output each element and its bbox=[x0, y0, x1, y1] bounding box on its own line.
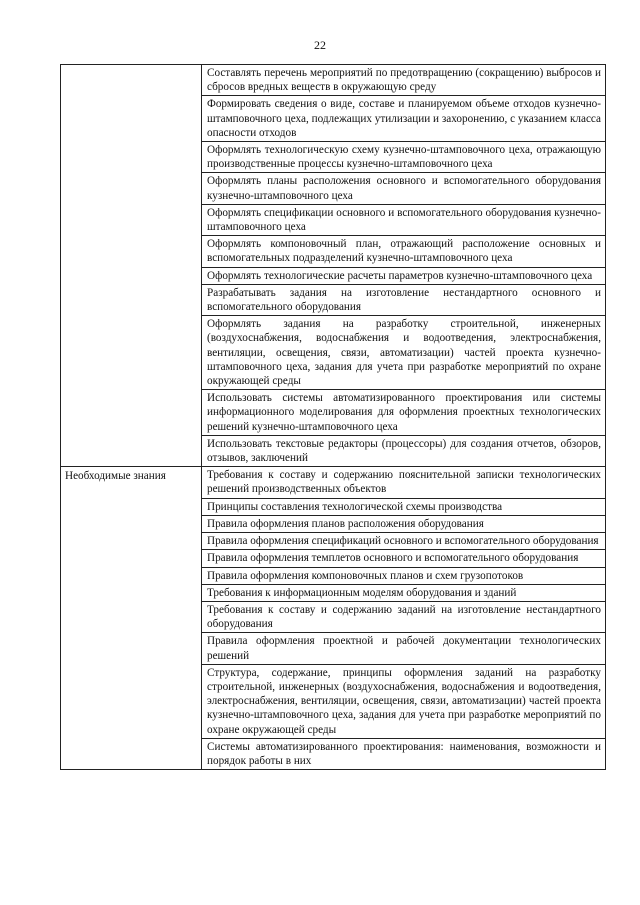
list-item: Использовать системы автоматизированного проектирования или системы информационного моделирования для оформления проектных технологических решений кузнечно-штамповочного цеха bbox=[202, 390, 605, 436]
list-item: Составлять перечень мероприятий по предотвращению (сокращению) выбросов и сбросов вредных веществ в окружающую среду bbox=[202, 65, 605, 96]
page-number: 22 bbox=[314, 38, 326, 52]
list-item: Оформлять планы расположения основного и вспомогательного оборудования кузнечно-штамповочного цеха bbox=[202, 173, 605, 204]
list-item: Правила оформления темплетов основного и вспомогательного оборудования bbox=[202, 550, 605, 567]
list-item: Формировать сведения о виде, составе и планируемом объеме отходов кузнечно-штамповочного цеха, подлежащих утилизации и захоронению, с указанием класса опасности отходов bbox=[202, 96, 605, 142]
section-label bbox=[61, 65, 201, 69]
list-item: Оформлять технологическую схему кузнечно-штамповочного цеха, отражающую производственные процессы кузнечно-штамповочного цеха bbox=[202, 142, 605, 173]
list-item: Правила оформления проектной и рабочей документации технологических решений bbox=[202, 633, 605, 664]
list-item: Системы автоматизированного проектирования: наименования, возможности и порядок работы в них bbox=[207, 740, 601, 767]
list-item: Требования к составу и содержанию пояснительной записки технологических решений производственных объектов bbox=[202, 467, 605, 498]
list-item: Правила оформления компоновочных планов и схем грузопотоков bbox=[202, 568, 605, 585]
section-row bbox=[61, 467, 606, 770]
list-item: Принципы составления технологической схемы производства bbox=[202, 499, 605, 516]
section-row bbox=[61, 65, 606, 467]
list-item: Структура, содержание, принципы оформления заданий на разработку строительной, инженерных (воздухоснабжения, водоснабжения и водоотведения, электроснабжения, вентиляции, освещения, связи, автоматизации) частей проекта кузнечно-штамповочного цеха, задания для учета при разработке мероприятий по охране окружающей среды bbox=[202, 665, 605, 739]
list-item: Оформлять технологические расчеты параметров кузнечно-штамповочного цеха bbox=[202, 268, 605, 285]
section-label: Необходимые знания bbox=[65, 470, 166, 483]
list-item: Оформлять задания на разработку строительной, инженерных (воздухоснабжения, водоснабжения и водоотведения, электроснабжения, вентиляции, освещения, связи, автоматизации) частей проекта кузнечно-штамповочного цеха, задания для учета при разработке мероприятий по охране окружающей среды bbox=[202, 316, 605, 390]
requirements-table bbox=[60, 64, 606, 770]
list-item: Требования к информационным моделям оборудования и зданий bbox=[202, 585, 605, 602]
list-item: Оформлять спецификации основного и вспомогательного оборудования кузнечно-штамповочного цеха bbox=[202, 205, 605, 236]
list-item: Использовать текстовые редакторы (процессоры) для создания отчетов, обзоров, отзывов, заключений bbox=[207, 437, 601, 465]
list-item: Правила оформления спецификаций основного и вспомогательного оборудования bbox=[202, 533, 605, 550]
section-label-cell bbox=[61, 467, 202, 770]
section-items-cell bbox=[202, 65, 606, 467]
list-item: Правила оформления планов расположения оборудования bbox=[202, 516, 605, 533]
list-item: Требования к составу и содержанию заданий на изготовление нестандартного оборудования bbox=[202, 602, 605, 633]
list-item: Разрабатывать задания на изготовление нестандартного основного и вспомогательного оборудования bbox=[202, 285, 605, 316]
section-label-cell bbox=[61, 65, 202, 467]
list-item: Оформлять компоновочный план, отражающий расположение основных и вспомогательных подразделений кузнечно-штамповочного цеха bbox=[202, 236, 605, 267]
section-items-cell bbox=[202, 467, 606, 770]
